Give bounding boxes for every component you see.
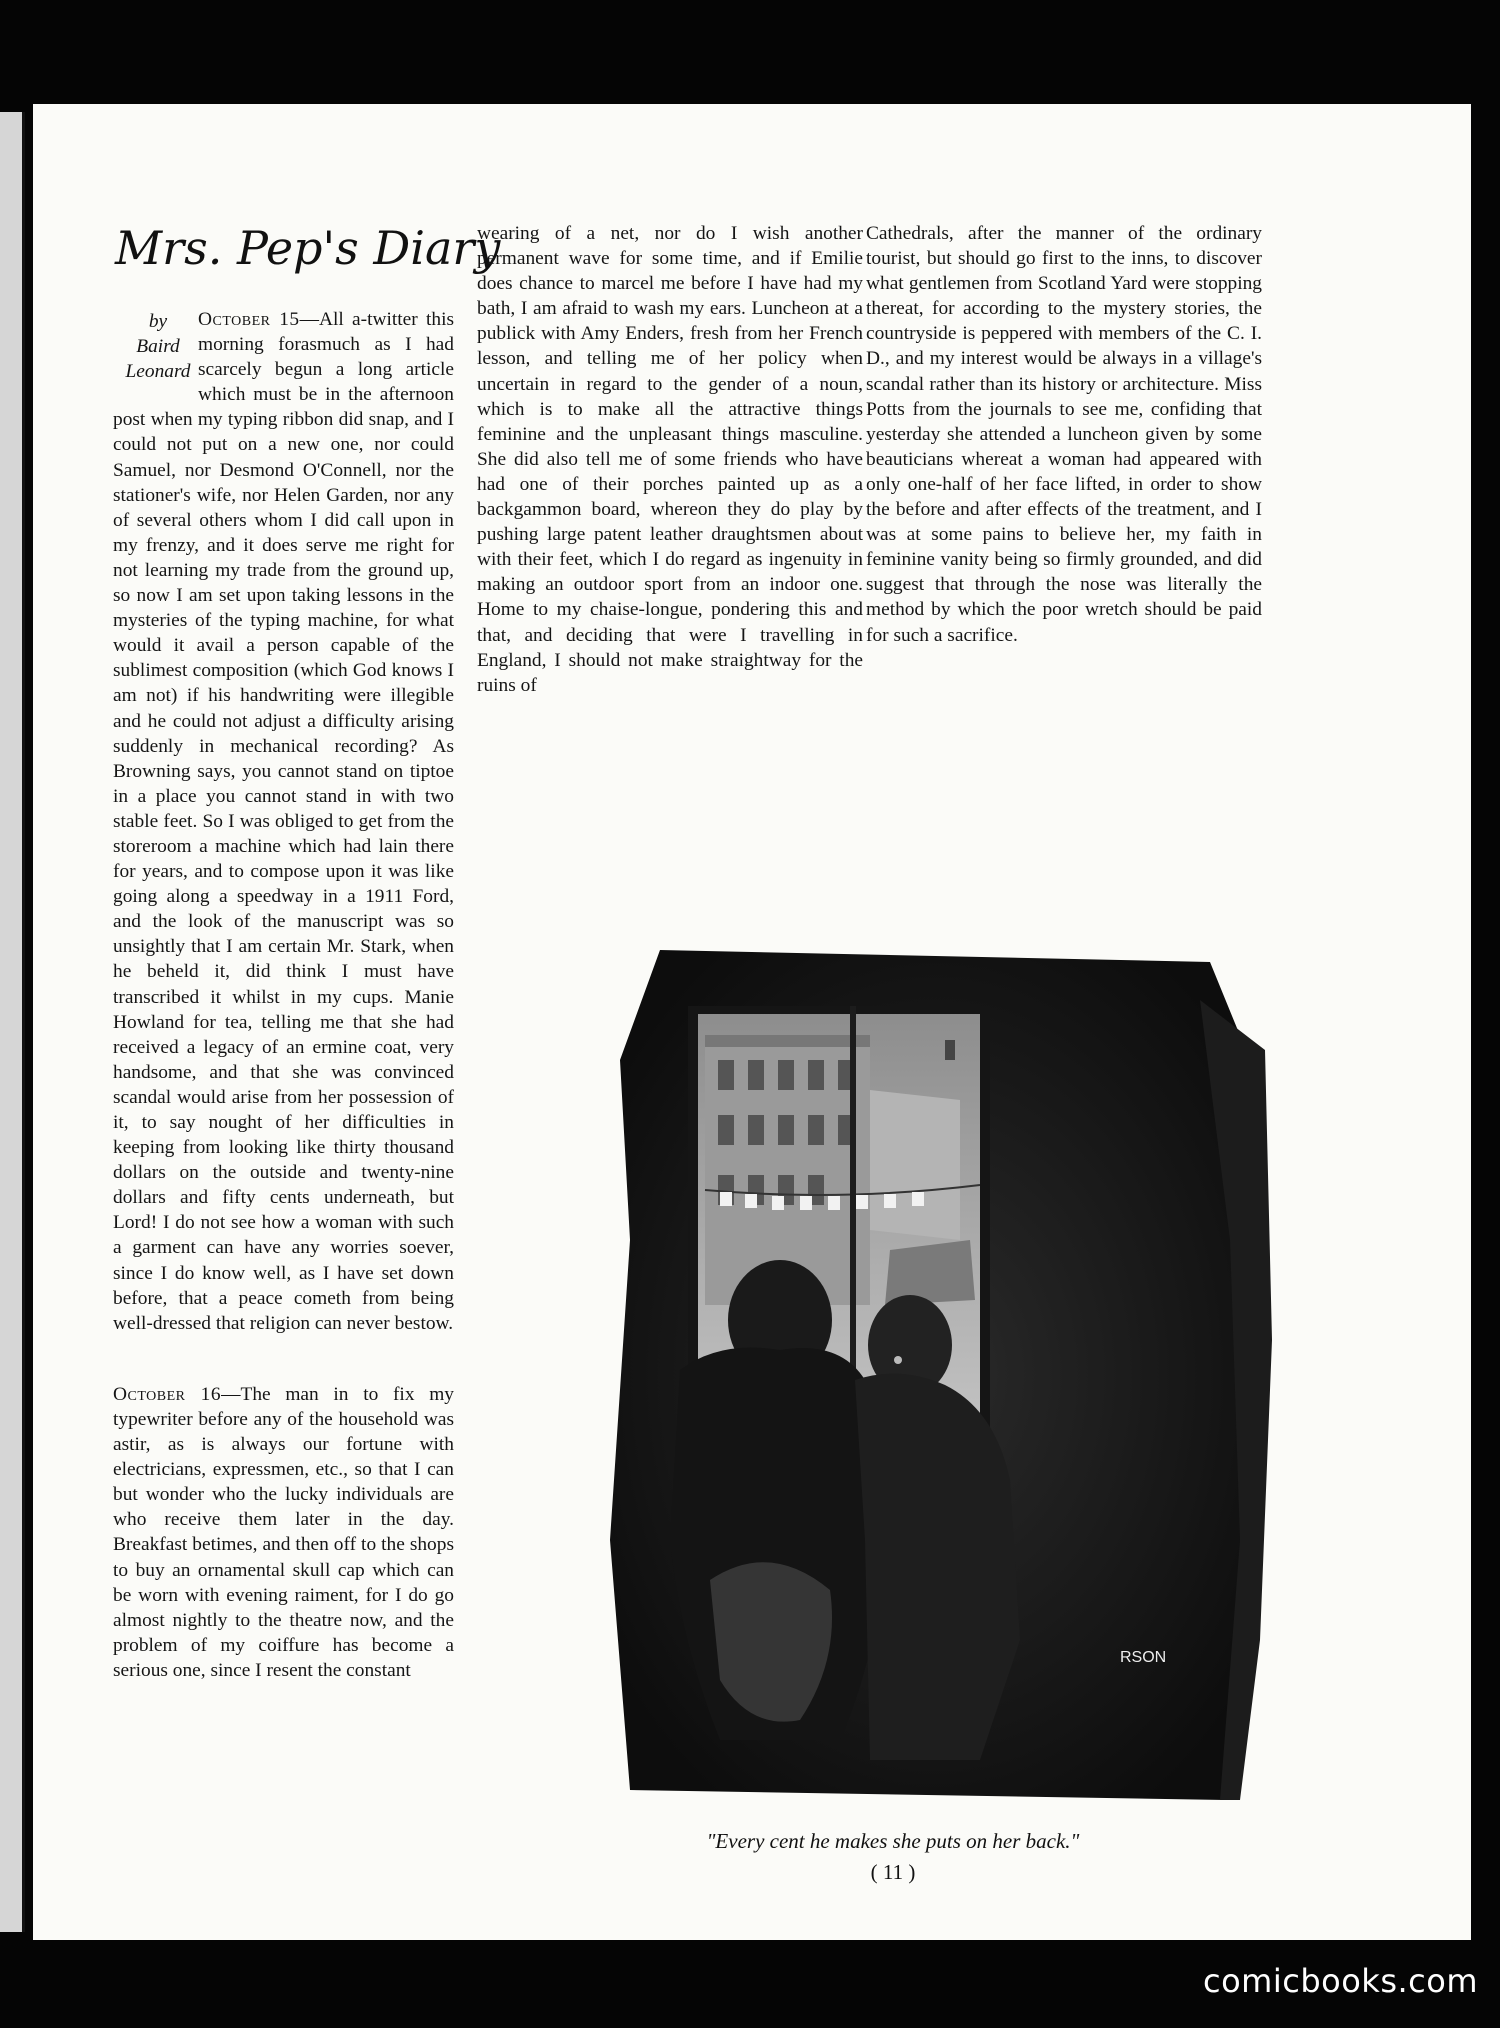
adjacent-page-edge bbox=[0, 112, 25, 1932]
column-2-text: wearing of a net, nor do I wish another permanent wave for some time, and if Emilie does chance to marcel me before I have had my bath, I am afraid to wash my ears. Luncheon at a publick with Amy Enders, fresh from her French lesson, and telling me of her policy when uncertain in regard to the gender of a noun, which is to make all the attractive things feminine and the unpleasant things masculine. She did also tell me of some friends who have had one of their porches painted up as a backgammon board, whereon they do play by pushing large patent leather draughtsmen about with their feet, which I do regard as ingenuity in making an outdoor sport from an indoor one. Home to my chaise-longue, pondering this and that, and deciding that were I travelling in England, I should not make straightway for the ruins of bbox=[477, 223, 863, 696]
illustration bbox=[600, 940, 1275, 1807]
column-3-text: Cathedrals, after the manner of the ordinary tourist, but should go first to the inns, to discover what gentlemen from Scotland Yard were stopping thereat, for according to the mystery stories, the countryside is peppered with members of the C. I. D., and my interest would be always in a village's scandal rather than its history or architecture. Miss Potts from the journals to see me, confiding that yesterday she attended a luncheon given by some beauticians whereat a woman had appeared with only one-half of her face lifted, in order to show the before and after effects of the treatment, and I was at some pains to believe her, my faith in feminine vanity being so firmly grounded, and did suggest that through the nose was literally the method by which the poor wretch should be paid for such a sacrifice. bbox=[866, 223, 1262, 646]
entry-1-heading: October 15 bbox=[198, 309, 300, 330]
article-title bbox=[111, 212, 501, 282]
watermark-text: comicbooks.com bbox=[1202, 1962, 1478, 2000]
entry-2-heading: October 16 bbox=[113, 1383, 222, 1405]
illustrator-signature: RSON bbox=[1120, 1649, 1167, 1666]
window-scene-drawing bbox=[600, 940, 1275, 1807]
column-1 bbox=[113, 307, 454, 1683]
illustration-caption: "Every cent he makes she puts on her back." bbox=[706, 1829, 1080, 1853]
entry-1-text: —All a-twitter this morning forasmuch as I had scarcely begun a long article which must be in the afternoon post when my typing ribbon did snap, and I could not put on a new one, nor could Samuel, nor Desmond O'Connell, nor the stationer's wife, nor Helen Garden, nor any of several others whom I did call upon in my frenzy, and it does serve me right for not learning my trade from the ground up, so now I am set upon taking lessons in the mysteries of the typing machine, for what would it avail a person capable of the sublimest composition (which God knows I am not) if his handwriting were illegible and he could not adjust a difficulty arising suddenly in mechanical recording? As Browning says, you cannot stand on tiptoe in a place you cannot stand in with two stable feet. So I was obliged to get from the storeroom a machine which had lain there for years, and to compose upon it was like going along a speedway in a 1911 Ford, and the look of the manuscript was so unsightly that I am certain Mr. Stark, when he beheld it, did think I must have transcribed it whilst in my cups. Manie Howland for tea, telling me that she had received a legacy of an ermine coat, very handsome, and that she was convinced scandal would arise from her possession of it, to say nought of her difficulties in keeping from looking like thirty thousand dollars on the outside and twenty-nine dollars and fifty cents underneath, but Lord! I do not see how a woman with such a garment can have any worries soever, since I do know well, as I have set down before, that a peace cometh from being well-dressed that religion can never bestow. bbox=[113, 309, 454, 1334]
article-title-text: Mrs. Pep's Diary bbox=[115, 221, 501, 275]
column-3 bbox=[866, 221, 1262, 648]
page-number: ( 11 ) bbox=[870, 1860, 916, 1884]
entry-october-16 bbox=[113, 1382, 454, 1683]
magazine-page bbox=[33, 104, 1471, 1940]
column-2 bbox=[477, 221, 863, 698]
entry-2-text: —The man in to fix my typewriter before any of the household was astir, as is always our fortune with electricians, expressmen, etc., so that I can but wonder who the lucky individuals are who receive them later in the day. Breakfast betimes, and then off to the shops to buy an ornamental skull cap which can be worn with evening raiment, for I do go almost nightly to the theatre now, and the problem of my coiffure has become a serious one, since I resent the constant bbox=[113, 1383, 454, 1681]
byline-last-name: Leonard bbox=[125, 361, 191, 383]
entry-october-15 bbox=[113, 307, 454, 1336]
byline-by: by bbox=[148, 311, 168, 332]
byline-first-name: Baird bbox=[136, 336, 180, 358]
